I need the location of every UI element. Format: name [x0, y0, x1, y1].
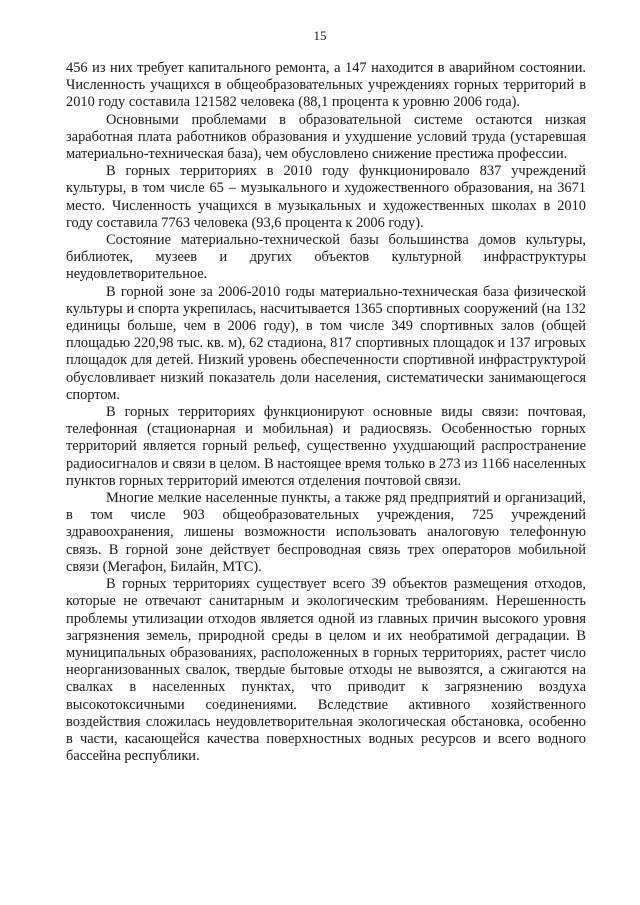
- paragraph-school-repairs: 456 из них требует капитального ремонта, а 147 находится в аварийном состоянии. Численность учащихся в общеобразовательных учреждениях горных территорий в 2010 году составила 121582 человека (88,1 процента к уровню 2006 года).: [66, 60, 586, 111]
- paragraph-education-problems: Основными проблемами в образовательной системе остаются низкая заработная плата работников образования и ухудшение условий труда (устаревшая материально-техническая база), чем обусловлено снижение престижа профессии.: [66, 111, 586, 163]
- paragraph-communication-types: В горных территориях функционируют основные виды связи: почтовая, телефонная (стационарная и мобильная) и радиосвязь. Особенностью горных территорий является горный рельеф, существенно ухудшающий распространение радиосигналов и связи в целом. В настоящее время только в 273 из 1166 населенных пунктов горных территорий имеются отделения почтовой связи.: [66, 404, 586, 489]
- paragraph-telephone-access: Многие мелкие населенные пункты, а также ряд предприятий и организаций, в том числе 903 общеобразовательных учреждения, 725 учреждений здравоохранения, лишены возможности использовать аналоговую телефонную связь. В горной зоне действует беспроводная связь трех операторов мобильной связи (Мегафон, Билайн, МТС).: [66, 490, 586, 575]
- paragraph-culture-infrastructure: Состояние материально-технической базы большинства домов культуры, библиотек, музеев и других объектов культурной инфраструктуры неудовлетворительное.: [66, 232, 586, 283]
- paragraph-sport-facilities: В горной зоне за 2006-2010 годы материально-техническая база физической культуры и спорта укрепилась, насчитывается 1365 спортивных сооружений (на 132 единицы больше, чем в 2006 году), в том числе 349 спортивных залов (общей площадью 220,98 тыс. кв. м), 62 стадиона, 817 спортивных площадок и 137 игровых площадок для детей. Низкий уровень обеспеченности спортивной инфраструктурой обусловливает низкий показатель доли населения, систематически занимающегося спортом.: [66, 283, 586, 403]
- paragraph-waste-ecology: В горных территориях существует всего 39 объектов размещения отходов, которые не отвечают санитарным и экологическим требованиям. Нерешенность проблемы утилизации отходов является одной из главных причин высокого уровня загрязнения земель, природной среды в целом и их необратимой деградации. В муниципальных образованиях, расположенных в горных территориях, растет число неорганизованных свалок, твердые бытовые отходы не вывозятся, а сжигаются на свалках в населенных пунктах, что приводит к загрязнению воздуха высокотоксичными соединениями. Вследствие активного хозяйственного воздействия сложилась неудовлетворительная экологическая обстановка, особенно в части, касающейся качества поверхностных водных ресурсов и всего водного бассейна республики.: [66, 576, 586, 765]
- document-body: [66, 60, 586, 765]
- paragraph-culture-institutions: В горных территориях в 2010 году функционировало 837 учреждений культуры, в том числе 65 – музыкального и художественного образования, на 3671 место. Численность учащихся в музыкальных и художественных школах в 2010 году составила 7763 человека (93,6 процента к 2006 году).: [66, 163, 586, 231]
- page-number: 15: [313, 28, 327, 43]
